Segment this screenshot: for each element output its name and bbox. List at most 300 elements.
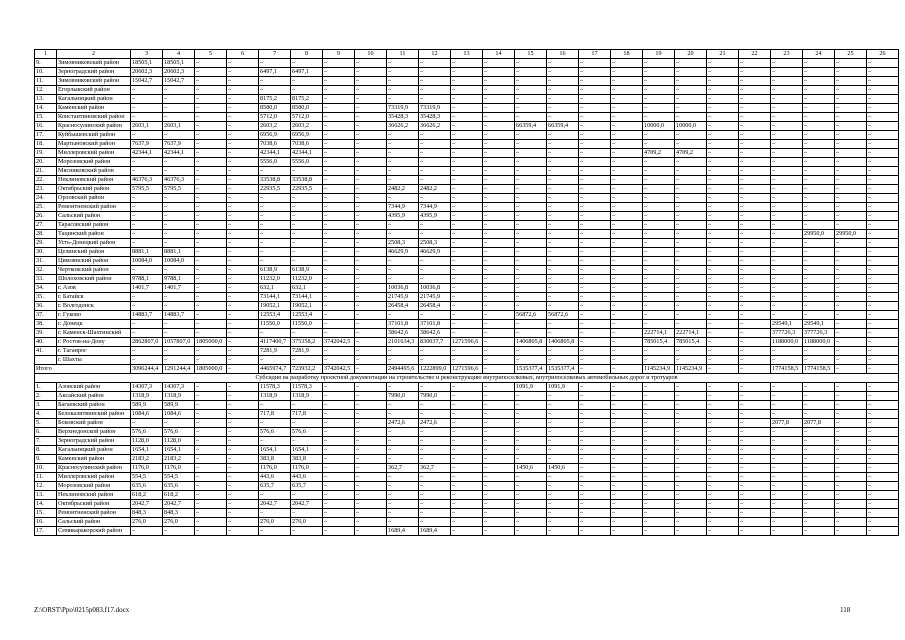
table-row [35, 68, 899, 77]
cell-value: – [835, 356, 867, 365]
cell-value: – [771, 113, 803, 122]
cell-value: – [323, 104, 355, 113]
cell-value: – [835, 77, 867, 86]
cell-value: – [707, 203, 739, 212]
cell-value: – [291, 329, 323, 338]
cell-value: 7 [259, 50, 291, 59]
cell-value: – [867, 419, 899, 428]
cell-index: 11. [35, 77, 57, 86]
cell-value: 2603,1 [131, 122, 163, 131]
cell-value: – [515, 419, 547, 428]
cell-value: – [355, 131, 387, 140]
cell-value: – [547, 410, 579, 419]
cell-value: – [163, 86, 195, 95]
cell-value: – [355, 437, 387, 446]
table-row [35, 203, 899, 212]
cell-value: – [355, 239, 387, 248]
cell-value: – [483, 185, 515, 194]
cell-index: 12. [35, 482, 57, 491]
cell-value: 46376,3 [131, 176, 163, 185]
cell-value: – [195, 455, 227, 464]
cell-value: – [323, 410, 355, 419]
cell-value: – [227, 257, 259, 266]
cell-value: – [515, 473, 547, 482]
cell-value: – [803, 491, 835, 500]
cell-value: – [867, 347, 899, 356]
cell-value: 29549,1 [803, 320, 835, 329]
cell-value: – [579, 527, 611, 536]
cell-value: – [163, 302, 195, 311]
cell-value: – [515, 266, 547, 275]
cell-value: – [483, 293, 515, 302]
cell-value: – [675, 392, 707, 401]
cell-value: – [515, 446, 547, 455]
cell-value: – [547, 347, 579, 356]
cell-value: – [355, 347, 387, 356]
cell-value: 16 [547, 50, 579, 59]
table-row [35, 419, 899, 428]
cell-value: – [643, 131, 675, 140]
cell-value: – [451, 347, 483, 356]
cell-value: – [771, 140, 803, 149]
cell-value: – [419, 194, 451, 203]
cell-value: – [547, 491, 579, 500]
cell-value: – [483, 365, 515, 374]
cell-value: – [707, 194, 739, 203]
cell-value: 632,1 [291, 284, 323, 293]
cell-value: – [867, 131, 899, 140]
table-row [35, 230, 899, 239]
cell-value: – [131, 95, 163, 104]
cell-value: – [835, 527, 867, 536]
cell-value: – [259, 230, 291, 239]
cell-value: 7038,6 [259, 140, 291, 149]
cell-value: – [355, 248, 387, 257]
cell-value: – [771, 203, 803, 212]
cell-index [35, 356, 57, 365]
cell-value: – [483, 149, 515, 158]
cell-value: – [611, 293, 643, 302]
cell-value: – [259, 194, 291, 203]
cell-value: – [803, 383, 835, 392]
cell-value: – [643, 77, 675, 86]
cell-value: – [291, 77, 323, 86]
cell-value: – [835, 257, 867, 266]
cell-value: – [611, 527, 643, 536]
cell-value: – [323, 194, 355, 203]
cell-value: – [547, 509, 579, 518]
cell-value: 2508,3 [387, 239, 419, 248]
cell-value: 36626,2 [419, 122, 451, 131]
cell-value: – [739, 500, 771, 509]
cell-value: – [323, 212, 355, 221]
cell-value: – [643, 437, 675, 446]
cell-value: – [739, 95, 771, 104]
cell-value: – [163, 131, 195, 140]
cell-value: – [195, 410, 227, 419]
cell-value: – [419, 176, 451, 185]
table-row [35, 401, 899, 410]
cell-value: – [547, 167, 579, 176]
cell-value: – [803, 158, 835, 167]
cell-value: – [227, 212, 259, 221]
cell-value: – [707, 392, 739, 401]
cell-value: – [195, 284, 227, 293]
cell-value: – [259, 248, 291, 257]
cell-index: 31. [35, 257, 57, 266]
cell-value: 276,0 [131, 518, 163, 527]
cell-value: – [483, 473, 515, 482]
cell-value: – [707, 230, 739, 239]
cell-value: – [323, 275, 355, 284]
cell-value: – [419, 383, 451, 392]
cell-value: – [675, 221, 707, 230]
cell-value: – [515, 482, 547, 491]
cell-value: – [259, 356, 291, 365]
cell-value: 35428,3 [387, 113, 419, 122]
cell-value: – [355, 428, 387, 437]
cell-value: 7990,0 [419, 392, 451, 401]
cell-value: 1450,6 [547, 464, 579, 473]
cell-value: – [451, 230, 483, 239]
cell-value: – [643, 500, 675, 509]
cell-value: – [355, 365, 387, 374]
cell-value: 29950,0 [803, 230, 835, 239]
cell-value: – [643, 320, 675, 329]
cell-value: – [227, 68, 259, 77]
cell-index: 5. [35, 419, 57, 428]
cell-value: – [835, 491, 867, 500]
cell-value: – [579, 167, 611, 176]
cell-value: – [419, 428, 451, 437]
table-row [35, 446, 899, 455]
cell-value: – [227, 365, 259, 374]
cell-value: – [355, 68, 387, 77]
cell-value: – [803, 113, 835, 122]
cell-index: 20. [35, 158, 57, 167]
cell-value: – [707, 464, 739, 473]
cell-value: – [611, 410, 643, 419]
cell-value: – [483, 392, 515, 401]
cell-value: – [675, 437, 707, 446]
cell-value: – [419, 455, 451, 464]
cell-value: – [195, 212, 227, 221]
table-header-row [35, 50, 899, 59]
cell-value: – [739, 428, 771, 437]
cell-value: 1805000,0 [195, 338, 227, 347]
cell-value: – [227, 158, 259, 167]
cell-value: – [451, 221, 483, 230]
cell-value: – [323, 401, 355, 410]
cell-value: – [451, 185, 483, 194]
cell-value: 1654,1 [291, 446, 323, 455]
cell-value: 11 [387, 50, 419, 59]
cell-value: 18505,1 [163, 59, 195, 68]
cell-index: 18. [35, 140, 57, 149]
cell-value: 8175,2 [259, 95, 291, 104]
cell-value: – [707, 158, 739, 167]
cell-value: – [579, 491, 611, 500]
cell-name: Аксайский район [57, 392, 131, 401]
cell-index: 40. [35, 338, 57, 347]
cell-value: – [675, 455, 707, 464]
cell-value: – [355, 158, 387, 167]
cell-value: – [195, 491, 227, 500]
cell-value: – [771, 230, 803, 239]
cell-value: – [579, 140, 611, 149]
cell-value: – [803, 122, 835, 131]
cell-name: Тацинский район [57, 230, 131, 239]
cell-value: – [835, 518, 867, 527]
cell-value: – [515, 149, 547, 158]
cell-value: – [739, 419, 771, 428]
cell-value: 35428,3 [419, 113, 451, 122]
cell-value: – [835, 122, 867, 131]
cell-value: – [771, 437, 803, 446]
cell-value: – [355, 329, 387, 338]
cell-value: – [355, 167, 387, 176]
cell-value: – [547, 230, 579, 239]
cell-value: – [835, 86, 867, 95]
cell-name: г. Донецк [57, 320, 131, 329]
cell-value: – [227, 428, 259, 437]
cell-value: – [675, 104, 707, 113]
cell-value: – [643, 248, 675, 257]
cell-value: 20 [675, 50, 707, 59]
cell-value: – [163, 230, 195, 239]
cell-value: – [835, 365, 867, 374]
cell-value: – [195, 428, 227, 437]
cell-index: 36. [35, 302, 57, 311]
cell-value: 618,2 [131, 491, 163, 500]
cell-value: – [195, 356, 227, 365]
cell-value: – [483, 158, 515, 167]
cell-value: – [835, 167, 867, 176]
cell-index: 1 [35, 50, 57, 59]
cell-value: – [515, 194, 547, 203]
cell-value: – [739, 329, 771, 338]
cell-value: – [835, 275, 867, 284]
cell-value: 362,7 [387, 464, 419, 473]
cell-value: – [195, 329, 227, 338]
cell-name: Зимовниковский район [57, 77, 131, 86]
cell-value: – [611, 185, 643, 194]
cell-name: Морозовский район [57, 158, 131, 167]
cell-value: 7637,9 [131, 140, 163, 149]
table-row [35, 77, 899, 86]
cell-value: – [291, 221, 323, 230]
table-row [35, 311, 899, 320]
cell-value: – [643, 239, 675, 248]
cell-value: – [739, 518, 771, 527]
cell-value: – [771, 464, 803, 473]
cell-value: – [483, 482, 515, 491]
cell-value: – [515, 68, 547, 77]
cell-value: – [643, 257, 675, 266]
cell-value: – [323, 140, 355, 149]
cell-value: – [707, 338, 739, 347]
cell-value: – [451, 158, 483, 167]
cell-value: – [515, 302, 547, 311]
cell-value: – [483, 320, 515, 329]
cell-value: – [291, 527, 323, 536]
cell-value: – [515, 131, 547, 140]
cell-value: – [707, 491, 739, 500]
cell-value: – [611, 104, 643, 113]
cell-value: – [643, 419, 675, 428]
cell-value: – [451, 257, 483, 266]
cell-value: – [387, 68, 419, 77]
cell-value: – [419, 401, 451, 410]
cell-value: – [707, 473, 739, 482]
cell-value: 3096244,4 [131, 365, 163, 374]
cell-value: – [803, 428, 835, 437]
cell-value: – [707, 122, 739, 131]
cell-value: – [579, 392, 611, 401]
cell-value: – [451, 482, 483, 491]
cell-value: – [611, 356, 643, 365]
cell-value: – [579, 311, 611, 320]
cell-value: – [227, 95, 259, 104]
cell-value: – [483, 338, 515, 347]
cell-value: – [707, 437, 739, 446]
cell-value: – [867, 482, 899, 491]
cell-value: – [451, 401, 483, 410]
cell-value: – [387, 473, 419, 482]
cell-name: Шолоховский район [57, 275, 131, 284]
cell-value: – [387, 347, 419, 356]
cell-value: – [163, 158, 195, 167]
table-row [35, 329, 899, 338]
cell-value: – [547, 266, 579, 275]
cell-value: – [547, 113, 579, 122]
cell-value: – [867, 122, 899, 131]
cell-value: – [643, 428, 675, 437]
cell-value: – [707, 365, 739, 374]
cell-value: – [483, 401, 515, 410]
cell-value: – [611, 392, 643, 401]
cell-value: – [419, 356, 451, 365]
cell-value: – [707, 383, 739, 392]
cell-value: – [387, 257, 419, 266]
cell-name: Морозовский район [57, 482, 131, 491]
cell-value: – [803, 221, 835, 230]
cell-value: 2077,8 [771, 419, 803, 428]
cell-value: – [451, 239, 483, 248]
cell-index: 11. [35, 473, 57, 482]
cell-value: – [195, 347, 227, 356]
cell-name: Цимлянский район [57, 257, 131, 266]
cell-value: 1774158,5 [803, 365, 835, 374]
cell-value: – [867, 473, 899, 482]
cell-value: – [707, 401, 739, 410]
cell-value: 10036,8 [387, 284, 419, 293]
cell-value: – [451, 194, 483, 203]
table-row [35, 302, 899, 311]
cell-value: 717,8 [259, 410, 291, 419]
cell-value: – [835, 500, 867, 509]
cell-value: – [419, 410, 451, 419]
cell-value: – [771, 86, 803, 95]
cell-value: – [355, 338, 387, 347]
table-row [35, 158, 899, 167]
cell-value: – [451, 59, 483, 68]
cell-value: – [323, 347, 355, 356]
cell-value: – [291, 230, 323, 239]
cell-value: – [323, 455, 355, 464]
cell-value: 2603,1 [163, 122, 195, 131]
cell-value: 22935,5 [291, 185, 323, 194]
cell-value: – [419, 167, 451, 176]
cell-value: – [547, 356, 579, 365]
cell-value: – [803, 518, 835, 527]
cell-value: – [675, 95, 707, 104]
cell-value: – [579, 320, 611, 329]
cell-value: – [835, 293, 867, 302]
cell-value: – [771, 347, 803, 356]
cell-value: – [771, 59, 803, 68]
cell-value: – [483, 239, 515, 248]
cell-value: – [803, 437, 835, 446]
cell-value: – [547, 77, 579, 86]
cell-value: – [739, 239, 771, 248]
cell-value: – [739, 491, 771, 500]
cell-value: – [227, 293, 259, 302]
cell-value: 2482,2 [387, 185, 419, 194]
cell-name: Миллеровский район [57, 473, 131, 482]
cell-value: – [451, 464, 483, 473]
cell-value: – [515, 491, 547, 500]
cell-value: – [643, 59, 675, 68]
cell-value: – [867, 509, 899, 518]
cell-value: – [355, 257, 387, 266]
cell-value: – [867, 176, 899, 185]
cell-value: – [451, 518, 483, 527]
cell-value: – [643, 230, 675, 239]
cell-value: – [579, 473, 611, 482]
cell-value: – [483, 509, 515, 518]
cell-value: 73144,1 [291, 293, 323, 302]
cell-value: – [163, 239, 195, 248]
table-row [35, 518, 899, 527]
cell-value: – [611, 59, 643, 68]
cell-value: 276,0 [291, 518, 323, 527]
cell-index: 6. [35, 428, 57, 437]
cell-name: Неклиновский район [57, 176, 131, 185]
cell-value: – [707, 518, 739, 527]
cell-value: – [771, 95, 803, 104]
cell-value: – [419, 347, 451, 356]
cell-value: – [867, 203, 899, 212]
cell-value: – [387, 491, 419, 500]
cell-value: – [131, 329, 163, 338]
cell-value: 1271596,6 [451, 338, 483, 347]
cell-value: 22 [739, 50, 771, 59]
cell-value: 1057807,0 [163, 338, 195, 347]
cell-value: – [227, 275, 259, 284]
cell-value: – [643, 284, 675, 293]
cell-value: – [611, 446, 643, 455]
cell-value: – [675, 140, 707, 149]
cell-name: Зерноградский район [57, 437, 131, 446]
cell-value: 11232,0 [291, 275, 323, 284]
cell-value: – [803, 86, 835, 95]
cell-value: – [803, 167, 835, 176]
cell-value: – [739, 446, 771, 455]
cell-index: 34. [35, 284, 57, 293]
cell-value: – [579, 275, 611, 284]
cell-value: 15042,7 [131, 77, 163, 86]
